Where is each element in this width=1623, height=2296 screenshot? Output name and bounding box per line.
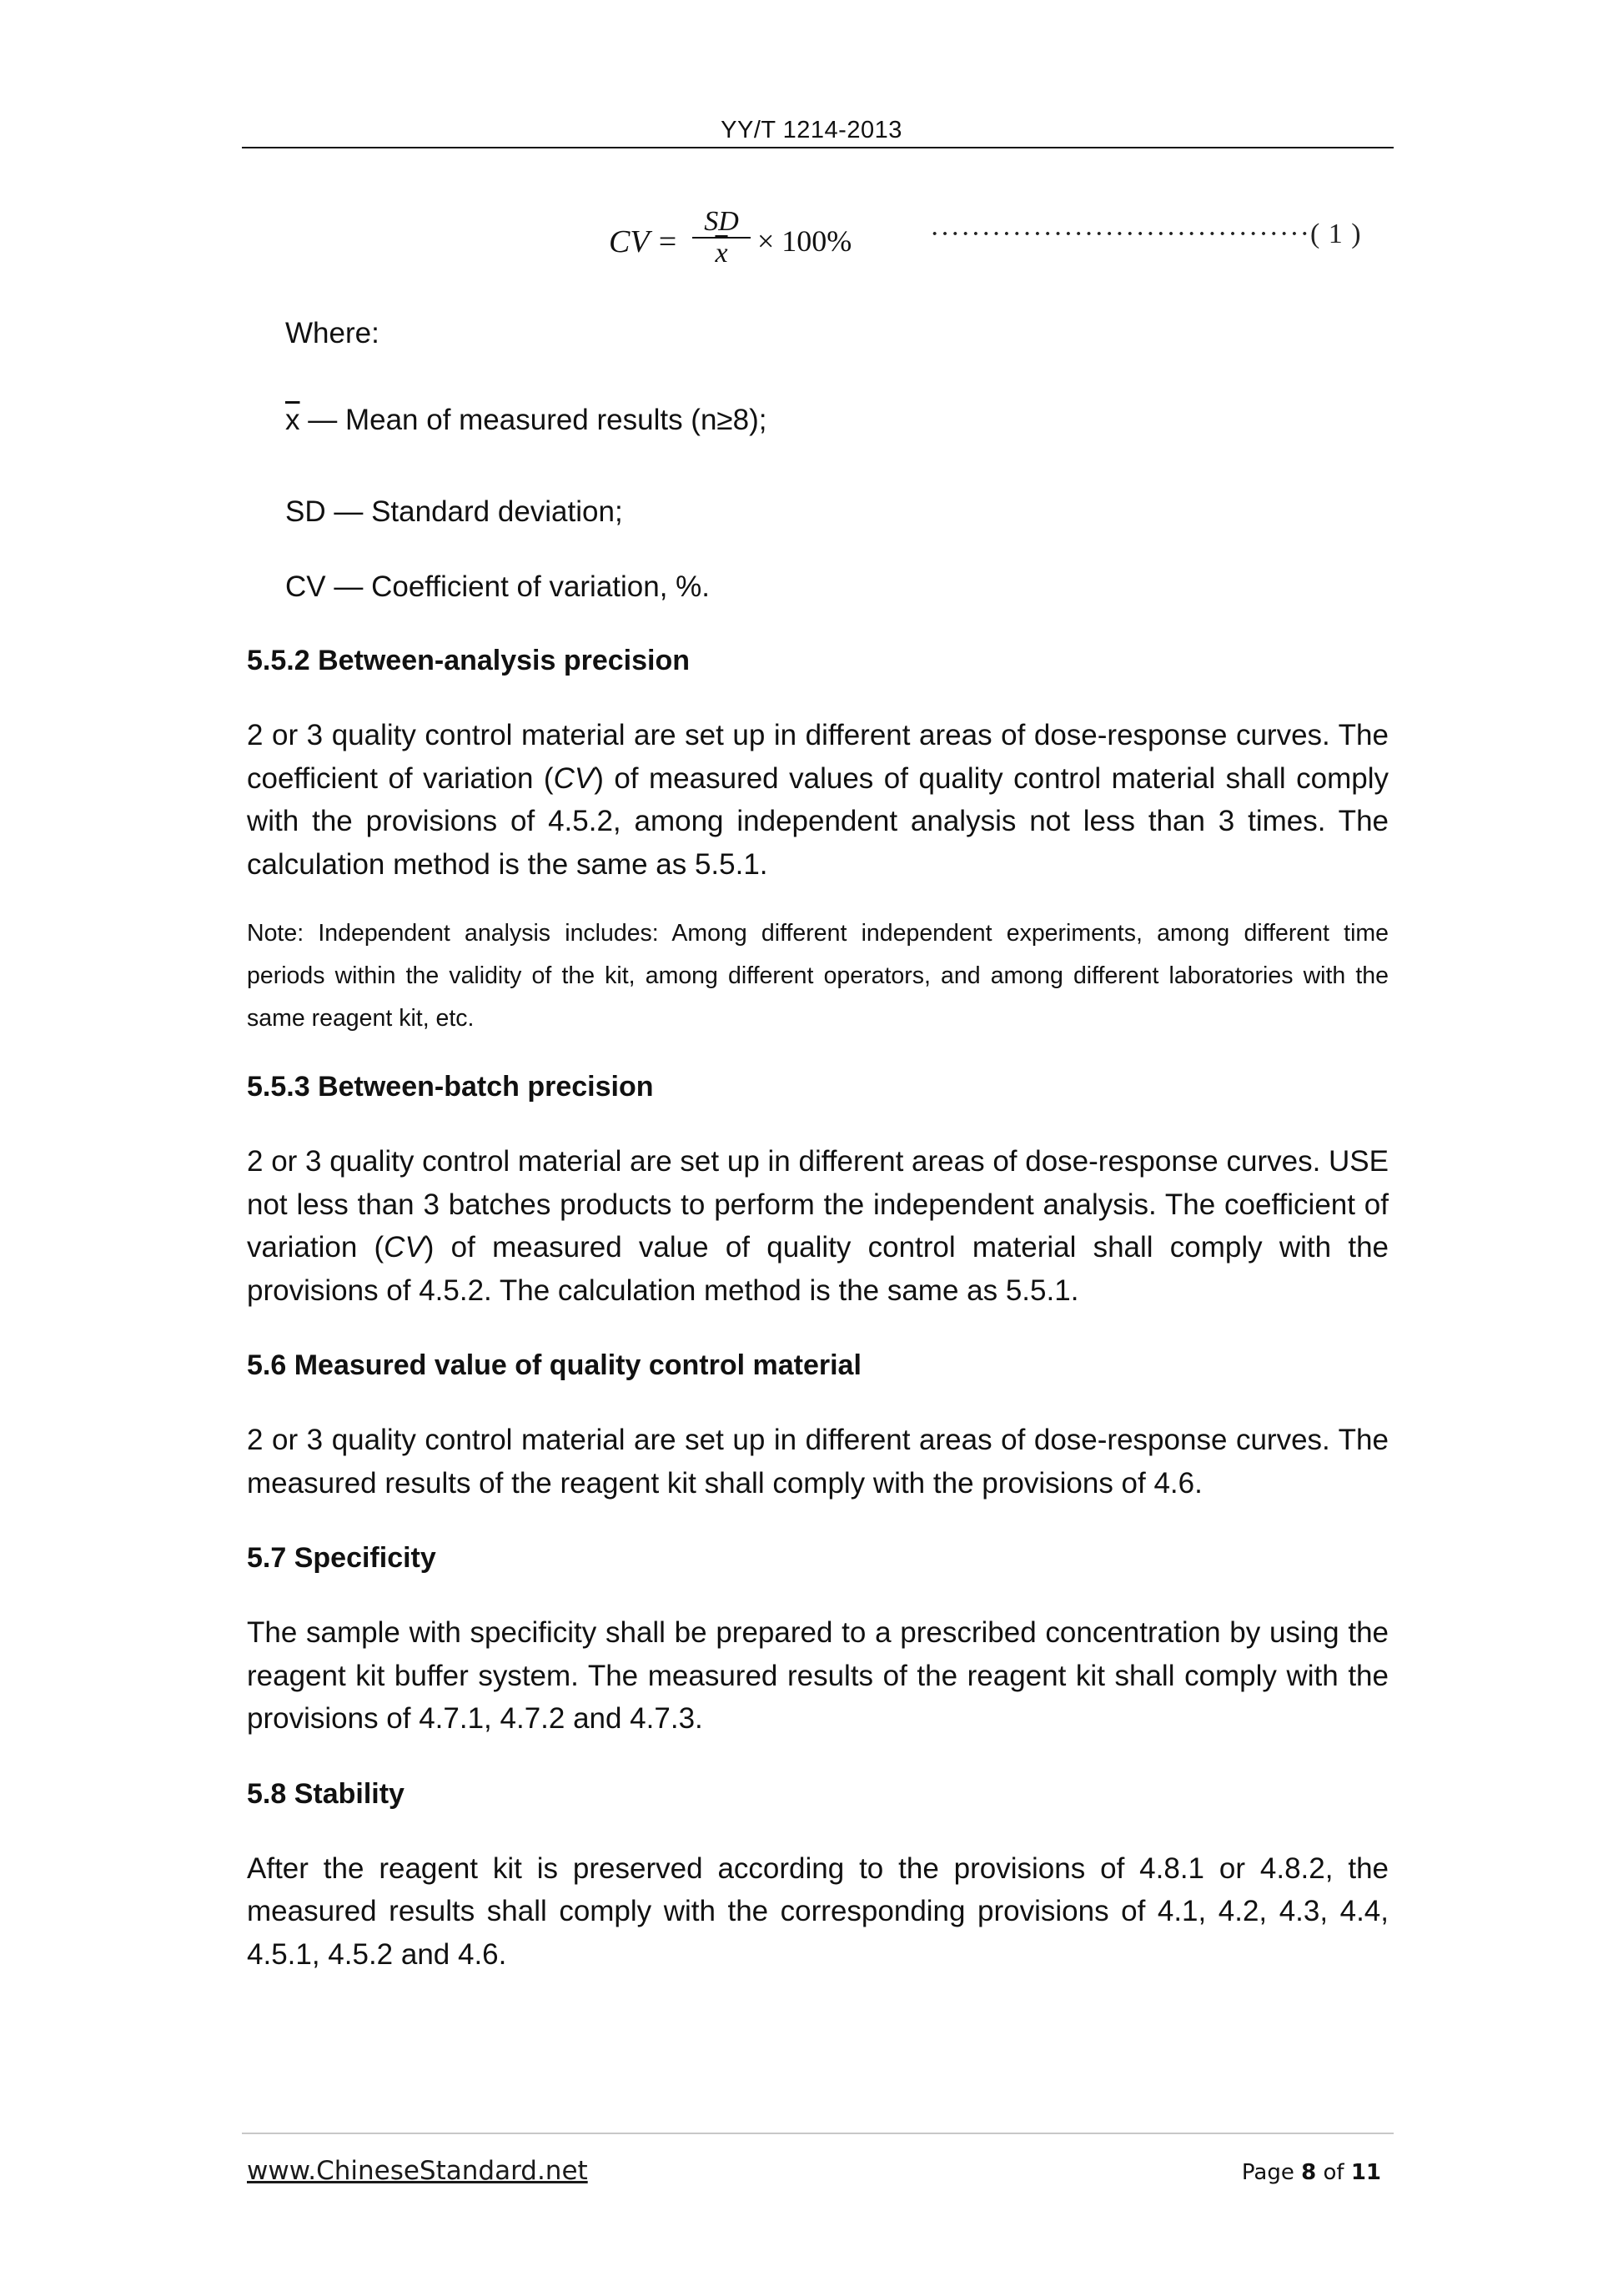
footer-website-link[interactable]: www.ChineseStandard.net — [247, 2156, 588, 2186]
formula-lhs: CV = — [609, 224, 679, 259]
paragraph-text: ) of measured values of quality control material shall comply with the provisions of 4.5.2, among independent analysis not less than 3 times. The calculation method is the same as 5.5.1. — [247, 761, 1389, 881]
page-mid: of — [1316, 2160, 1351, 2185]
definition-symbol: SD — [285, 495, 326, 528]
page-prefix: Page — [1241, 2160, 1302, 2185]
where-intro: Where: — [285, 317, 379, 349]
formula-leader-dots: ····································· — [930, 219, 1310, 249]
cv-italic: CV — [553, 761, 595, 795]
heading-5-8: 5.8 Stability — [247, 1777, 404, 1810]
footer-page-number — [1242, 2160, 1381, 2185]
header-divider — [242, 147, 1394, 148]
formula-denominator: x — [715, 238, 728, 269]
paragraph-text: 2 or 3 quality control material are set up in different areas of dose-response curves. The coefficient of variation ( — [247, 719, 1389, 795]
paragraph-5-5-3 — [247, 1140, 1389, 1312]
footer-divider — [242, 2133, 1394, 2134]
cv-formula — [609, 207, 1401, 274]
definition-cv — [285, 570, 710, 604]
page-total: 11 — [1350, 2160, 1381, 2185]
formula-number: ( 1 ) — [1309, 219, 1362, 249]
note-5-5-2: Note: Independent analysis includes: Among different independent experiments, among different time periods within the validity of the kit, among different operators, and among different laboratories with the same reagent kit, etc. — [247, 920, 1389, 1032]
definition-sd — [285, 495, 623, 529]
definition-text: — Mean of measured results (n≥8); — [299, 404, 767, 436]
page-current: 8 — [1301, 2160, 1317, 2185]
heading-5-7: 5.7 Specificity — [247, 1542, 436, 1574]
formula-rhs: × 100% — [757, 224, 852, 258]
heading-5-5-3: 5.5.3 Between-batch precision — [247, 1071, 654, 1103]
paragraph-5-5-2 — [247, 714, 1389, 886]
definition-text: — Coefficient of variation, %. — [325, 570, 711, 603]
definition-text: — Standard deviation; — [325, 495, 623, 528]
definition-symbol: $\overline{x}$ — [285, 404, 300, 436]
main-content — [247, 641, 1389, 2009]
paragraph-text: 2 or 3 quality control material are set up in different areas of dose-response curves. USE not less than 3 batches products to perform the independent analysis. The coefficient of variation ( — [247, 1145, 1389, 1264]
paragraph-5-7: The sample with specificity shall be prepared to a prescribed concentration by using the reagent kit buffer system. The measured results of the reagent kit shall comply with the provisions of 4.7.1, 4.7.2 and 4.7.3. — [247, 1616, 1389, 1735]
definition-mean — [285, 404, 766, 437]
header-standard-number: YY/T 1214-2013 — [721, 117, 902, 143]
heading-5-6: 5.6 Measured value of quality control material — [247, 1349, 862, 1381]
formula-number-line — [930, 219, 1362, 250]
paragraph-5-8: After the reagent kit is preserved according to the provisions of 4.8.1 or 4.8.2, the measured results shall comply with the corresponding provisions of 4.1, 4.2, 4.3, 4.4, 4.5.1, 4.5.2 and 4.6. — [247, 1851, 1389, 1971]
definition-symbol: CV — [285, 570, 326, 603]
formula-fraction — [692, 207, 751, 269]
cv-italic: CV — [384, 1231, 425, 1264]
paragraph-text: ) of measured value of quality control material shall comply with the provisions of 4.5.2. The calculation method is the same as 5.5.1. — [247, 1231, 1389, 1307]
paragraph-5-6: 2 or 3 quality control material are set up in different areas of dose-response curves. The measured results of the reagent kit shall comply with the provisions of 4.6. — [247, 1424, 1389, 1500]
formula-numerator: SD — [692, 207, 751, 239]
heading-5-5-2: 5.5.2 Between-analysis precision — [247, 645, 691, 676]
